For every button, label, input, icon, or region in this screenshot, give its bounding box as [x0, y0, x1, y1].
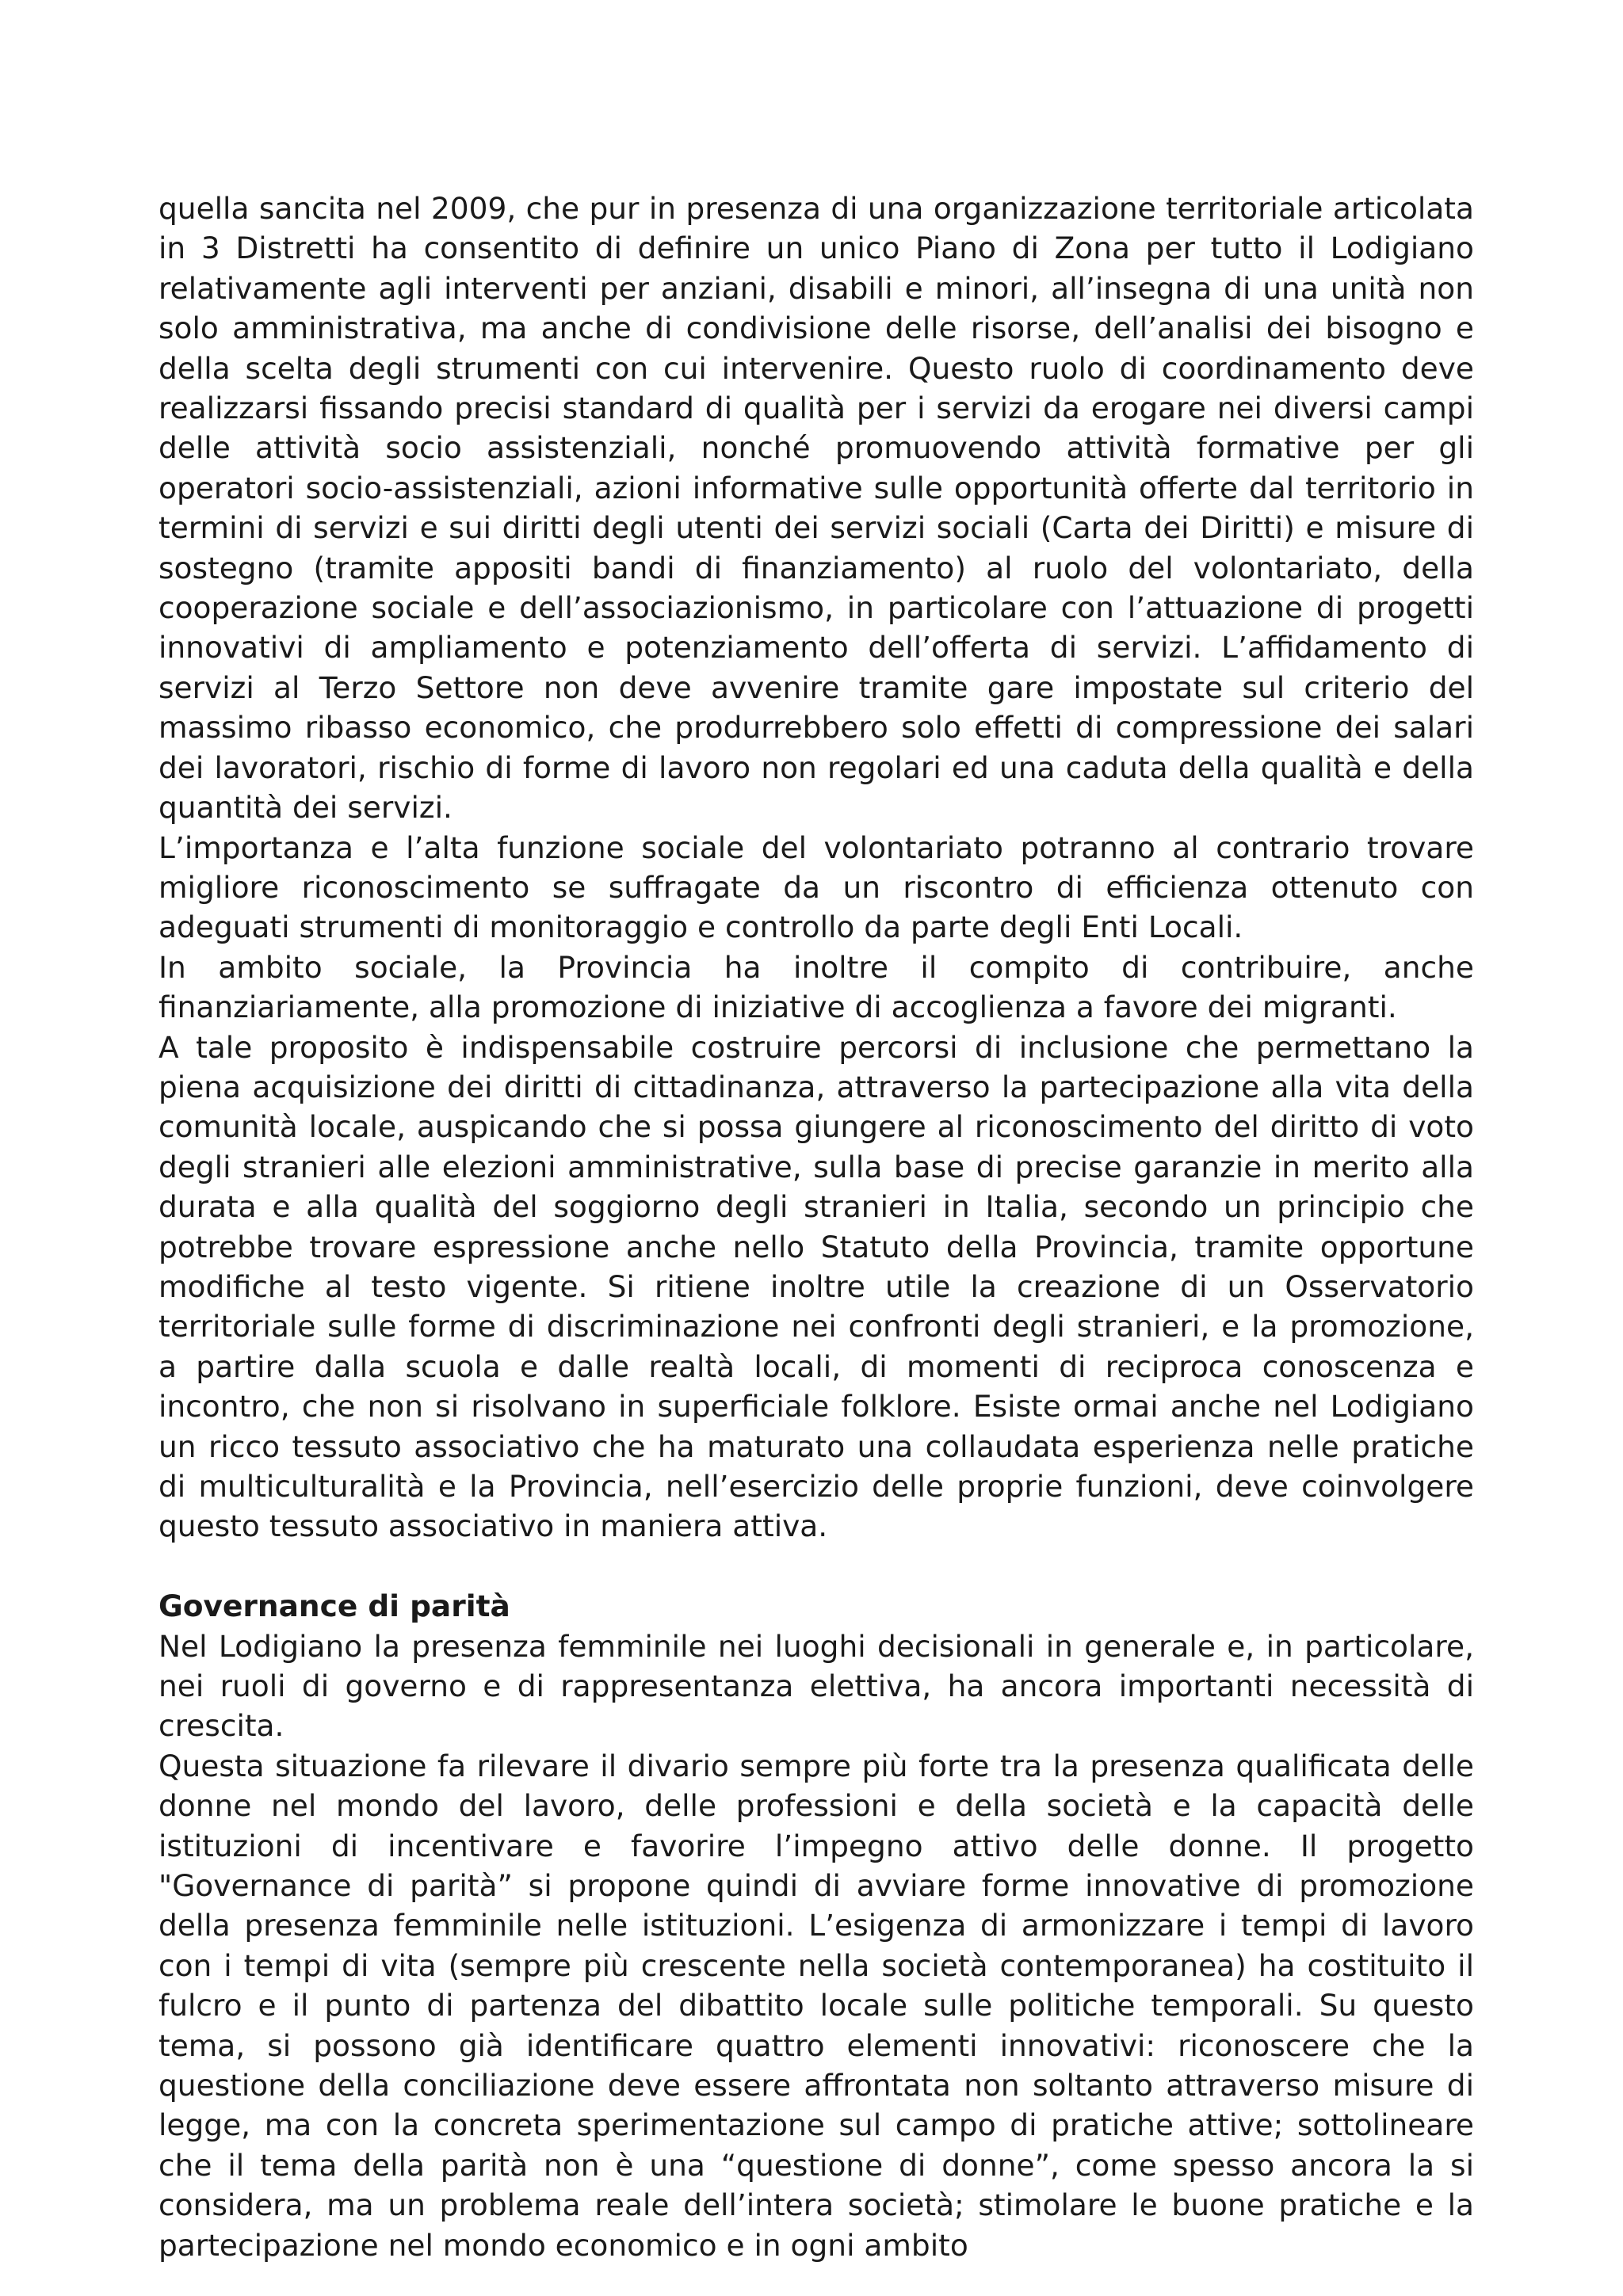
- paragraph-inclusione: A tale proposito è indispensabile costruire percorsi di inclusione che permettano la piena acquisizione dei diritti di cittadinanza, attraverso la partecipazione alla vita della comunità locale, auspicando che si possa giungere al riconoscimento del diritto di voto degli stranieri alle elezioni amministrative, sulla base di precise garanzie in merito alla durata e alla qualità del soggiorno degli stranieri in Italia, secondo un principio che potrebbe trovare espressione anche nello Statuto della Provincia, tramite opportune modifiche al testo vigente. Si ritiene inoltre utile la creazione di un Osservatorio territoriale sulle forme di discriminazione nei confronti degli stranieri, e la promozione, a partire dalla scuola e dalle realtà locali, di momenti di reciproca conoscenza e incontro, che non si risolvano in superficiale folklore. Esiste ormai anche nel Lodigiano un ricco tessuto associativo che ha maturato una collaudata esperienza nelle pratiche di multiculturalità e la Provincia, nell’esercizio delle proprie funzioni, deve coinvolgere questo tessuto associativo in maniera attiva.: [158, 1029, 1474, 1544]
- section-spacer: [158, 1547, 1474, 1586]
- paragraph-migranti: In ambito sociale, la Provincia ha inoltre il compito di contribuire, anche finanziariamente, alla promozione di iniziative di accoglienza a favore dei migranti.: [158, 949, 1474, 1025]
- paragraph-volontariato: L’importanza e l’alta funzione sociale del volontariato potranno al contrario trovare migliore riconoscimento se suffragate da un riscontro di efficienza ottenuto con adeguati strumenti di monitoraggio e controllo da parte degli Enti Locali.: [158, 830, 1474, 945]
- paragraph-presenza-femminile: Nel Lodigiano la presenza femminile nei luoghi decisionali in generale e, in particolare, nei ruoli di governo e di rappresentanza elettiva, ha ancora importanti necessità di crescita.: [158, 1628, 1474, 1744]
- section-heading: Governance di parità: [158, 1589, 510, 1624]
- paragraph-piano-di-zona: quella sancita nel 2009, che pur in presenza di una organizzazione territoriale articolata in 3 Distretti ha consentito di definire un unico Piano di Zona per tutto il Lodigiano relativamente agli interventi per anziani, disabili e minori, all’insegna di una unità non solo amministrativa, ma anche di condivisione delle risorse, dell’analisi dei bisogno e della scelta degli strumenti con cui intervenire. Questo ruolo di coordinamento deve realizzarsi fissando precisi standard di qualità per i servizi da erogare nei diversi campi delle attività socio assistenziali, nonché promuovendo attività formative per gli operatori socio-assistenziali, azioni informative sulle opportunità offerte dal territorio in termini di servizi e sui diritti degli utenti dei servizi sociali (Carta dei Diritti) e misure di sostegno (tramite appositi bandi di finanziamento) al ruolo del volontariato, della cooperazione sociale e dell’associazionismo, in particolare con l’attuazione di progetti innovativi di ampliamento e potenziamento dell’offerta di servizi. L’affidamento di servizi al Terzo Settore non deve avvenire tramite gare impostate sul criterio del massimo ribasso economico, che produrrebbero solo effetti di compressione dei salari dei lavoratori, rischio di forme di lavoro non regolari ed una caduta della qualità e della quantità dei servizi.: [158, 191, 1474, 826]
- paragraph-governance: Questa situazione fa rilevare il divario sempre più forte tra la presenza qualificata delle donne nel mondo del lavoro, delle professioni e della società e la capacità delle istituzioni di incentivare e favorire l’impegno attivo delle donne. Il progetto "Governance di parità” si propone quindi di avviare forme innovative di promozione della presenza femminile nelle istituzioni. L’esigenza di armonizzare i tempi di lavoro con i tempi di vita (sempre più crescente nella società contemporanea) ha costituito il fulcro e il punto di partenza del dibattito locale sulle politiche temporali. Su questo tema, si possono già identificare quattro elementi innovativi: riconoscere che la questione della conciliazione deve essere affrontata non soltanto attraverso misure di legge, ma con la concreta sperimentazione sul campo di pratiche attive; sottolineare che il tema della parità non è una “questione di donne”, come spesso ancora la si considera, ma un problema reale dell’intera società; stimolare le buone pratiche e la partecipazione nel mondo economico e in ogni ambito: [158, 1748, 1474, 2263]
- document-page: [158, 189, 1474, 2265]
